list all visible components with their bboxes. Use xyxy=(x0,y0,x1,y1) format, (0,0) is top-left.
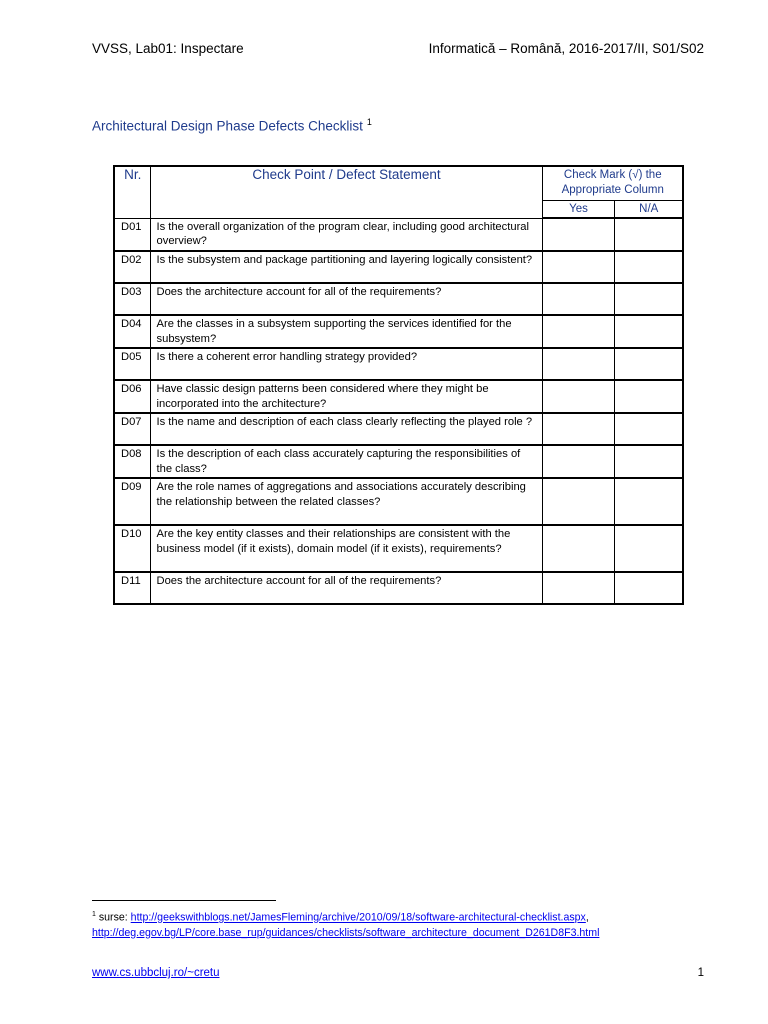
row-number: D04 xyxy=(114,315,150,348)
yes-checkbox-cell[interactable] xyxy=(542,283,614,315)
row-statement: Are the role names of aggregations and associations accurately describing the relationship between the related classes? xyxy=(150,478,542,525)
row-statement: Is the description of each class accurately capturing the responsibilities of the class? xyxy=(150,445,542,478)
column-header-yes: Yes xyxy=(542,200,614,218)
checklist-row xyxy=(114,572,683,604)
checklist-row xyxy=(114,315,683,348)
na-checkbox-cell[interactable] xyxy=(614,572,683,604)
title-footnote-mark: 1 xyxy=(366,117,372,127)
footnote-separator xyxy=(92,900,276,901)
yes-checkbox-cell[interactable] xyxy=(542,380,614,413)
na-checkbox-cell[interactable] xyxy=(614,525,683,572)
na-checkbox-cell[interactable] xyxy=(614,283,683,315)
checklist-row xyxy=(114,283,683,315)
checklist-title xyxy=(92,117,372,134)
row-statement: Are the classes in a subsystem supporting the services identified for the subsystem? xyxy=(150,315,542,348)
row-statement: Does the architecture account for all of the requirements? xyxy=(150,283,542,315)
footnote-prefix: surse: xyxy=(98,911,128,924)
yes-checkbox-cell[interactable] xyxy=(542,348,614,380)
footnote-separator-comma: , xyxy=(585,911,589,924)
yes-checkbox-cell[interactable] xyxy=(542,525,614,572)
header-program: Informatică – Română, 2016-2017/II, S01/S02 xyxy=(428,41,704,56)
na-checkbox-cell[interactable] xyxy=(614,315,683,348)
row-number: D03 xyxy=(114,283,150,315)
na-checkbox-cell[interactable] xyxy=(614,413,683,445)
row-statement: Is the subsystem and package partitioning and layering logically consistent? xyxy=(150,251,542,283)
checklist-title-text: Architectural Design Phase Defects Checklist xyxy=(92,118,363,134)
yes-checkbox-cell[interactable] xyxy=(542,445,614,478)
na-checkbox-cell[interactable] xyxy=(614,380,683,413)
row-statement: Is there a coherent error handling strategy provided? xyxy=(150,348,542,380)
checklist-row xyxy=(114,251,683,283)
column-header-nr: Nr. xyxy=(114,166,150,218)
column-header-statement: Check Point / Defect Statement xyxy=(150,166,542,218)
row-statement: Are the key entity classes and their relationships are consistent with the business model (if it exists), domain model (if it exists), requirements? xyxy=(150,525,542,572)
yes-checkbox-cell[interactable] xyxy=(542,413,614,445)
footnote-link-geekswithblogs[interactable]: http://geekswithblogs.net/JamesFleming/archive/2010/09/18/software-architectural-checklist.aspx xyxy=(130,911,586,924)
checklist-row xyxy=(114,348,683,380)
row-number: D10 xyxy=(114,525,150,572)
checklist-row xyxy=(114,218,683,251)
row-number: D06 xyxy=(114,380,150,413)
row-number: D08 xyxy=(114,445,150,478)
checklist-table xyxy=(113,165,684,605)
checklist-row xyxy=(114,445,683,478)
footnote-link-deg-egov[interactable]: http://deg.egov.bg/LP/core.base_rup/guidances/checklists/software_architecture_document_D261D8F3.html xyxy=(92,926,600,939)
footer-site-link[interactable]: www.cs.ubbcluj.ro/~cretu xyxy=(92,967,220,979)
row-number: D01 xyxy=(114,218,150,251)
header-course: VVSS, Lab01: Inspectare xyxy=(92,41,244,56)
na-checkbox-cell[interactable] xyxy=(614,348,683,380)
na-checkbox-cell[interactable] xyxy=(614,251,683,283)
column-header-check-mark: Check Mark (√) the Appropriate Column xyxy=(542,166,683,200)
yes-checkbox-cell[interactable] xyxy=(542,251,614,283)
row-number: D02 xyxy=(114,251,150,283)
footnote-mark: 1 xyxy=(92,911,96,918)
checklist-row xyxy=(114,380,683,413)
yes-checkbox-cell[interactable] xyxy=(542,218,614,251)
na-checkbox-cell[interactable] xyxy=(614,218,683,251)
column-header-na: N/A xyxy=(614,200,683,218)
na-checkbox-cell[interactable] xyxy=(614,478,683,525)
yes-checkbox-cell[interactable] xyxy=(542,315,614,348)
row-number: D09 xyxy=(114,478,150,525)
row-statement: Have classic design patterns been considered where they might be incorporated into the architecture? xyxy=(150,380,542,413)
yes-checkbox-cell[interactable] xyxy=(542,572,614,604)
row-number: D11 xyxy=(114,572,150,604)
row-statement: Is the name and description of each class clearly reflecting the played role ? xyxy=(150,413,542,445)
checklist-row xyxy=(114,478,683,525)
na-checkbox-cell[interactable] xyxy=(614,445,683,478)
page-number: 1 xyxy=(697,967,704,979)
row-statement: Does the architecture account for all of the requirements? xyxy=(150,572,542,604)
page-footer xyxy=(92,967,704,979)
yes-checkbox-cell[interactable] xyxy=(542,478,614,525)
page-header xyxy=(92,41,704,56)
checklist-row xyxy=(114,413,683,445)
row-number: D05 xyxy=(114,348,150,380)
footnote xyxy=(92,907,688,941)
row-number: D07 xyxy=(114,413,150,445)
checklist-row xyxy=(114,525,683,572)
row-statement: Is the overall organization of the program clear, including good architectural overview? xyxy=(150,218,542,251)
